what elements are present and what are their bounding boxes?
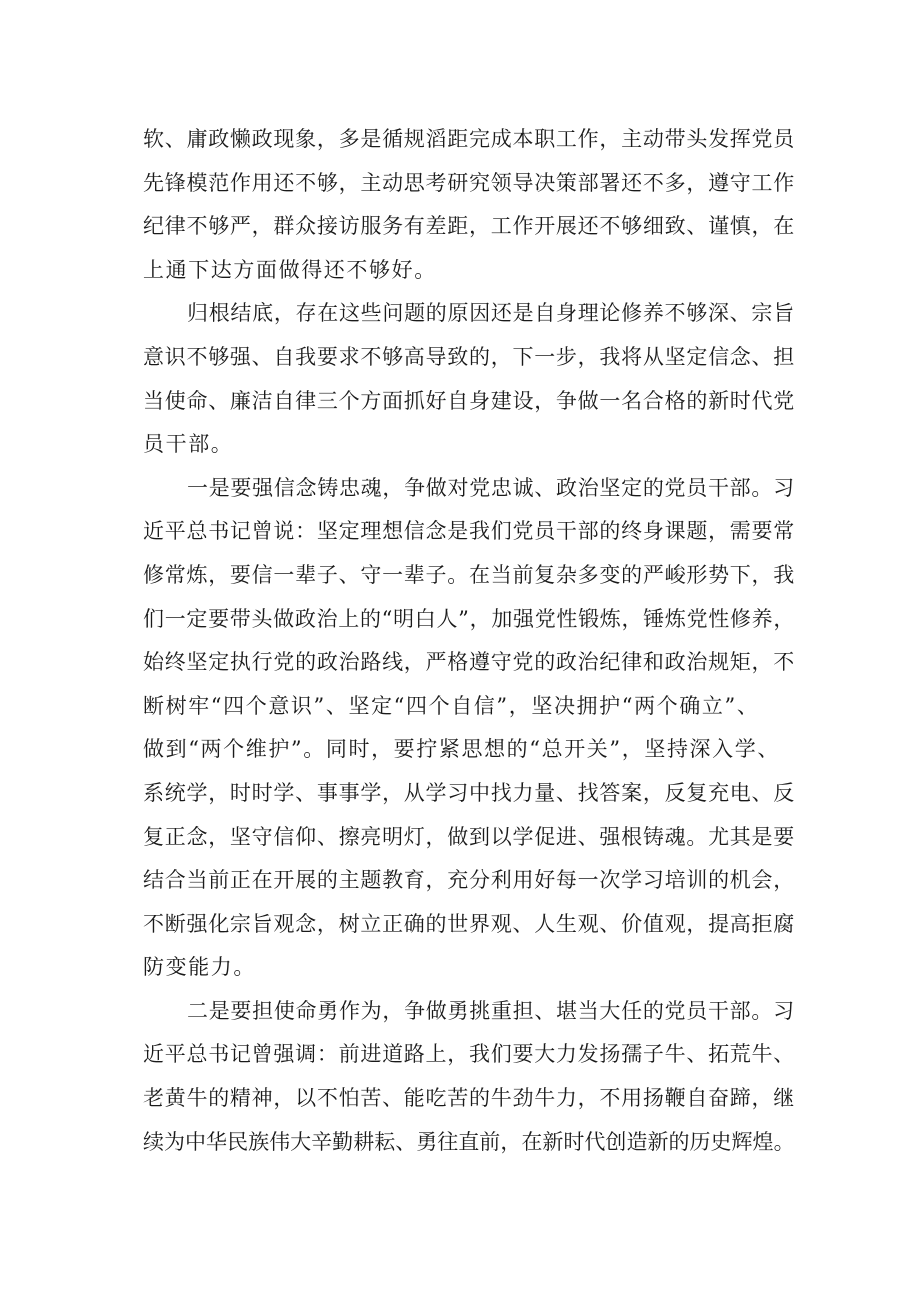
paragraph-line: 做到“两个维护”。同时，要拧紧思想的“总开关”，坚持深入学、 [143, 737, 780, 762]
paragraph-line: 近平总书记曾强调：前进道路上，我们要大力发扬孺子牛、拓荒牛、 [143, 1042, 795, 1067]
paragraph-line: 断树牢“四个意识”、坚定“四个自信”，坚决拥护“两个确立”、 [143, 693, 760, 718]
paragraph-line: 二是要担使命勇作为，争做勇挑重担、堪当大任的党员干部。习 [187, 998, 795, 1023]
document-body [143, 118, 795, 1164]
paragraph-line: 防变能力。 [143, 955, 256, 980]
paragraph-line: 归根结底，存在这些问题的原因还是自身理论修养不够深、宗旨 [187, 301, 795, 326]
paragraph-line: 复正念，坚守信仰、擦亮明灯，做到以学促进、强根铸魂。尤其是要 [143, 824, 795, 849]
paragraph-line: 先锋模范作用还不够，主动思考研究领导决策部署还不多，遵守工作 [143, 170, 795, 195]
paragraph-line: 系统学，时时学、事事学，从学习中找力量、找答案，反复充电、反 [143, 780, 795, 805]
paragraph [143, 118, 795, 292]
paragraph-line: 续为中华民族伟大辛勤耕耘、勇往直前，在新时代创造新的历史辉煌。 [143, 1129, 795, 1154]
paragraph-line: 上通下达方面做得还不够好。 [143, 257, 437, 282]
paragraph-line: 一是要强信念铸忠魂，争做对党忠诚、政治坚定的党员干部。习 [187, 475, 795, 500]
paragraph-line: 近平总书记曾说：坚定理想信念是我们党员干部的终身课题，需要常 [143, 519, 795, 544]
paragraph-line: 始终坚定执行党的政治路线，严格遵守党的政治纪律和政治规矩，不 [143, 650, 795, 675]
paragraph-line: 纪律不够严，群众接访服务有差距，工作开展还不够细致、谨慎，在 [143, 214, 795, 239]
paragraph [143, 292, 795, 466]
paragraph-line: 员干部。 [143, 432, 234, 457]
paragraph [143, 467, 795, 990]
paragraph-line: 修常炼，要信一辈子、守一辈子。在当前复杂多变的严峻形势下，我 [143, 562, 795, 587]
paragraph-line: 结合当前正在开展的主题教育，充分利用好每一次学习培训的机会， [143, 868, 795, 893]
paragraph-line: 意识不够强、自我要求不够高导致的，下一步，我将从坚定信念、担 [143, 344, 795, 369]
paragraph-line: 当使命、廉洁自律三个方面抓好自身建设，争做一名合格的新时代党 [143, 388, 795, 413]
paragraph-line: 软、庸政懒政现象，多是循规滔距完成本职工作，主动带头发挥党员 [143, 127, 795, 151]
paragraph [143, 990, 795, 1164]
paragraph-line: 老黄牛的精神，以不怕苦、能吃苦的牛劲牛力，不用扬鞭自奋蹄，继 [143, 1086, 795, 1111]
paragraph-line: 们一定要带头做政治上的“明白人”，加强党性锻炼，锤炼党性修养， [143, 606, 796, 631]
paragraph-line: 不断强化宗旨观念，树立正确的世界观、人生观、价值观，提高拒腐 [143, 911, 795, 936]
